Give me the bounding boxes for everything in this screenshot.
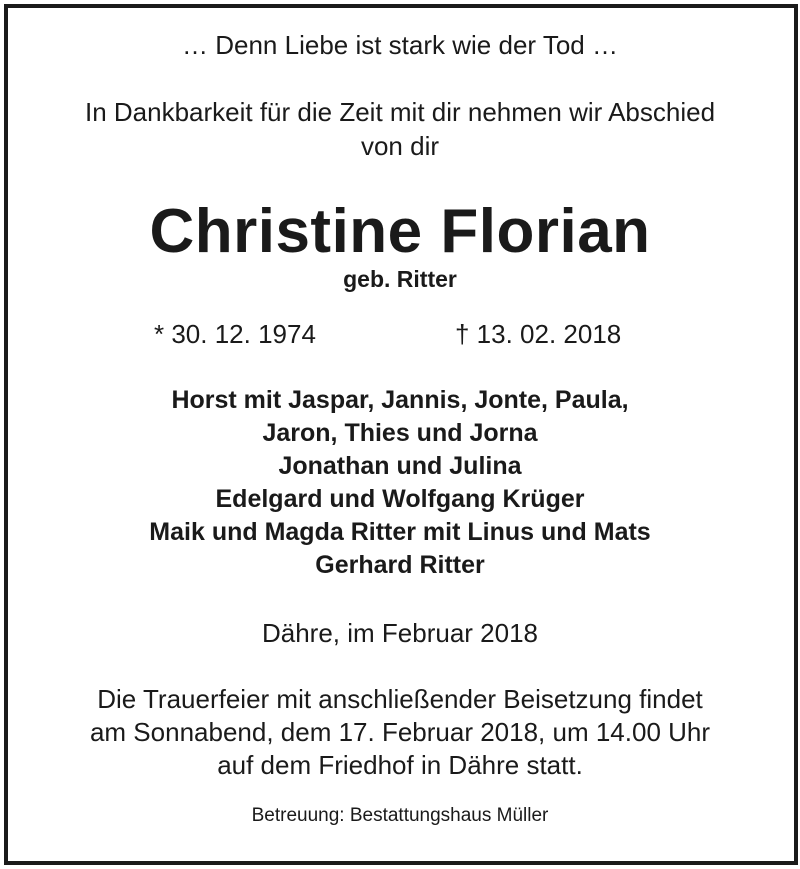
birth-date: * 30. 12. 1974: [154, 319, 316, 349]
intro-line-2: von dir: [360, 131, 440, 161]
mourner-line: Edelgard und Wolfgang Krüger: [215, 485, 585, 513]
funeral-line-3: auf dem Friedhof in Dähre statt.: [217, 750, 583, 780]
mourner-line: Jaron, Thies und Jorna: [262, 419, 538, 447]
mourner-line: Jonathan und Julina: [278, 452, 522, 480]
mourner-line: Horst mit Jaspar, Jannis, Jonte, Paula,: [171, 386, 629, 414]
funeral-line-2: am Sonnabend, dem 17. Februar 2018, um 14.00 Uhr: [89, 717, 711, 747]
motto: … Denn Liebe ist stark wie der Tod …: [182, 30, 618, 60]
mourner-line: Gerhard Ritter: [315, 551, 485, 579]
intro-line-1: In Dankbarkeit für die Zeit mit dir nehmen wir Abschied: [84, 97, 716, 127]
funeral-home-credit: Betreuung: Bestattungshaus Müller: [251, 805, 549, 826]
deceased-name: Christine Florian: [149, 197, 651, 266]
funeral-line-1: Die Trauerfeier mit anschließender Beisetzung findet: [97, 684, 703, 714]
maiden-name: geb. Ritter: [343, 266, 457, 292]
mourner-line: Maik und Magda Ritter mit Linus und Mats: [149, 518, 651, 546]
place-date: Dähre, im Februar 2018: [261, 618, 539, 648]
death-date: † 13. 02. 2018: [455, 319, 622, 349]
